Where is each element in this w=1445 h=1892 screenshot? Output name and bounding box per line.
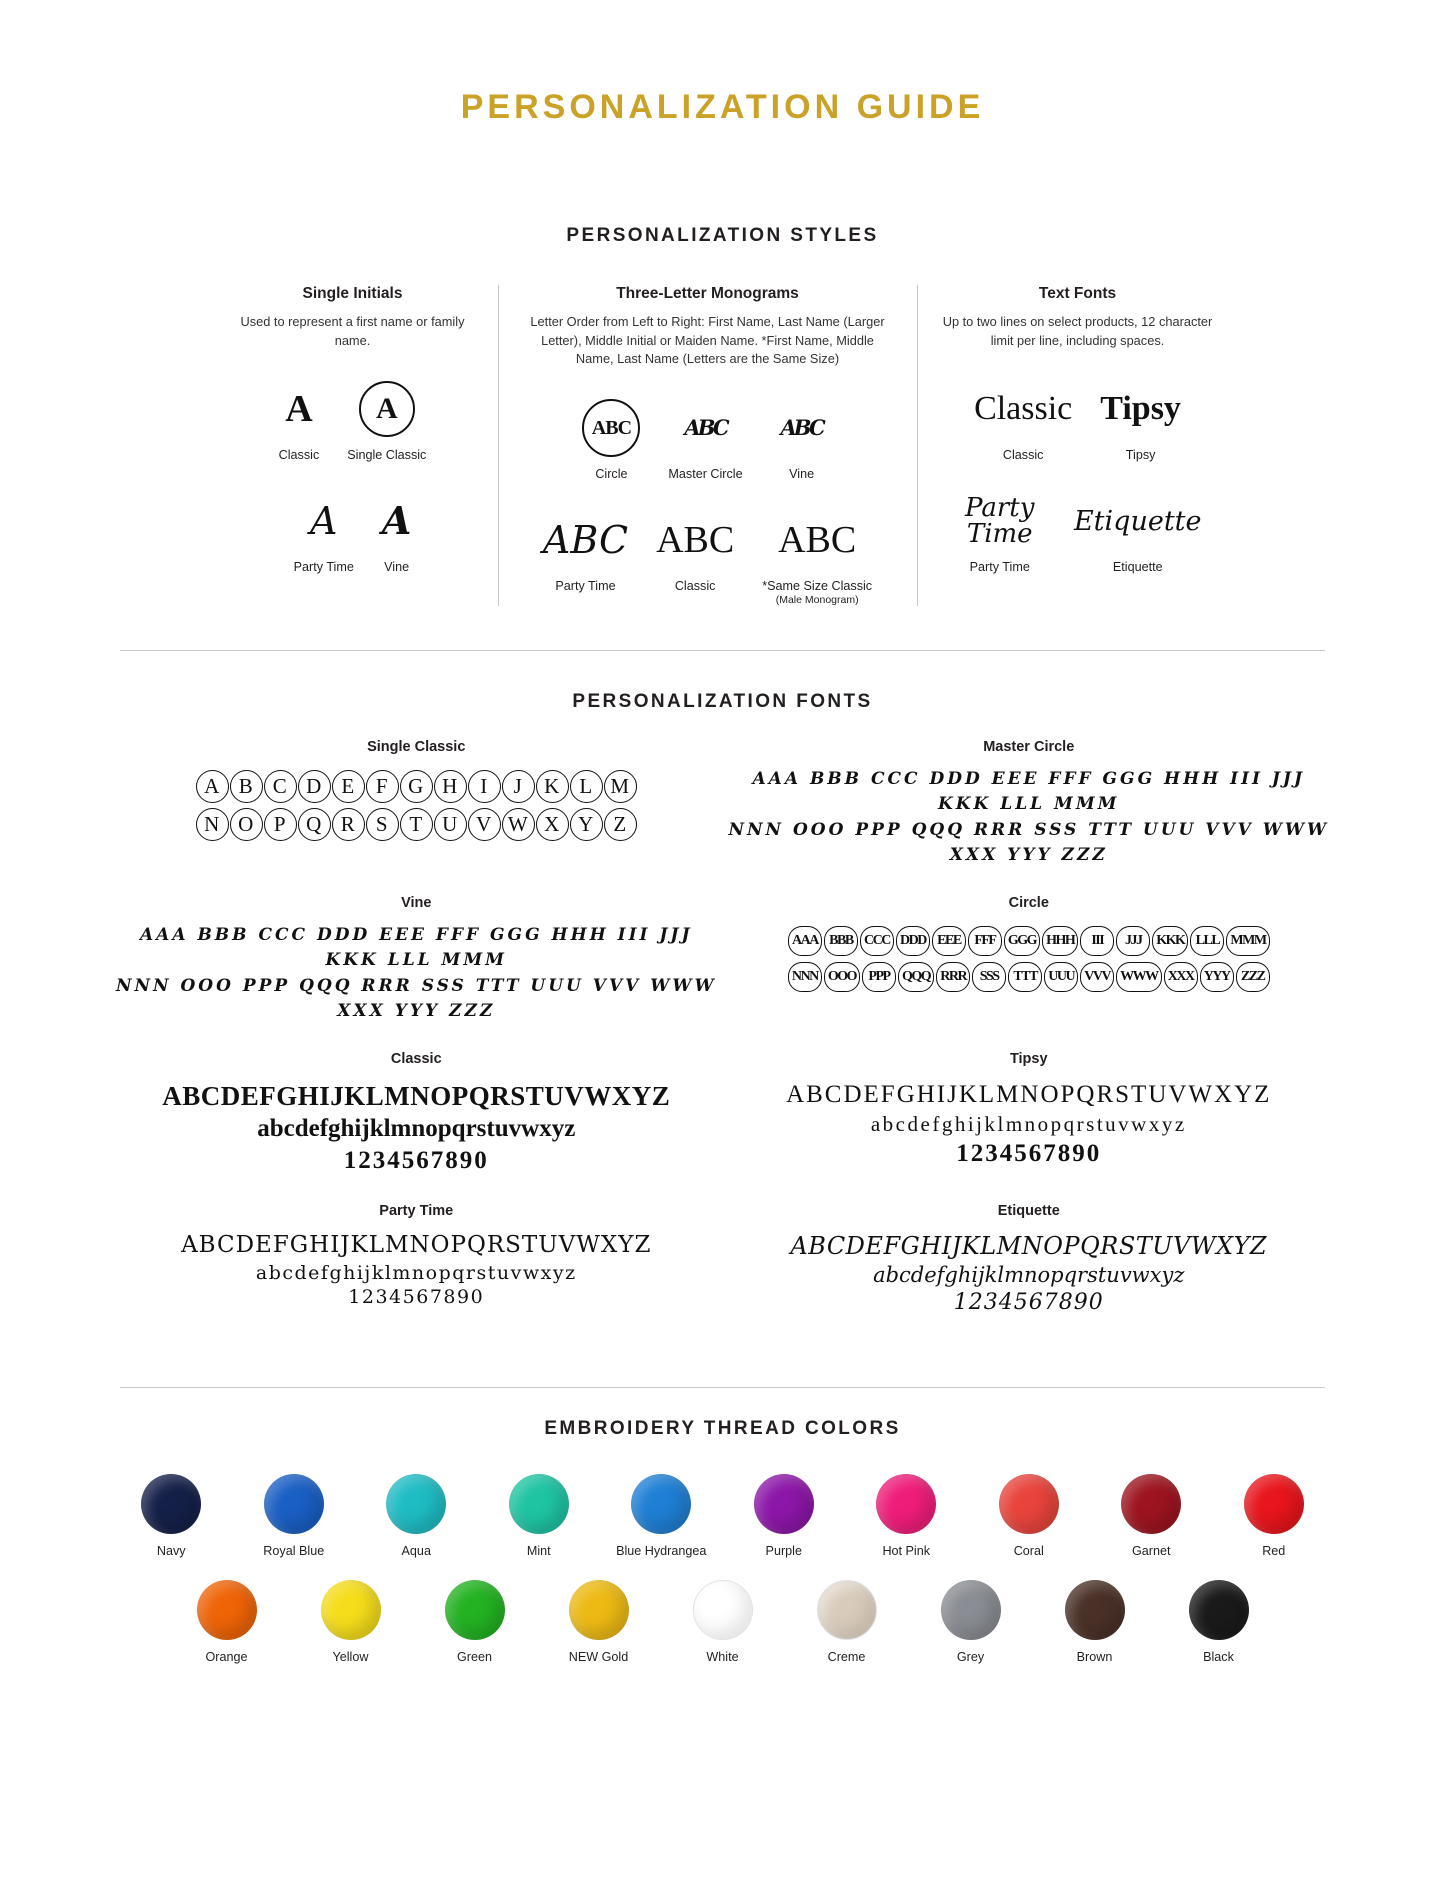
sample-glyph: ABC: [778, 518, 857, 561]
sample-caption: *Same Size Classic: [762, 578, 873, 593]
swatch-circle: [754, 1474, 814, 1534]
font-block-tipsy: [723, 1051, 1336, 1178]
swatch-circle: [321, 1580, 381, 1640]
font-specimen-line: A B C D E F G H I J K L M: [110, 767, 723, 805]
style-sample-party-time-mono: [529, 507, 642, 606]
swatch-circle: [941, 1580, 1001, 1640]
swatch-label: Aqua: [401, 1543, 431, 1558]
swatch-circle: [999, 1474, 1059, 1534]
font-block-classic: [110, 1051, 723, 1178]
swatch-label: Purple: [765, 1543, 802, 1558]
style-sample-circle: [568, 395, 654, 481]
swatch-label: Yellow: [332, 1649, 369, 1664]
swatch-black[interactable]: [1157, 1580, 1281, 1664]
column-title: Single Initials: [302, 285, 403, 302]
sample-caption: Classic: [278, 448, 320, 463]
style-sample-text-party-time: [940, 488, 1060, 574]
column-description: Up to two lines on select products, 12 character limit per line, including spaces.: [942, 314, 1213, 348]
font-specimen-line: N O P Q R S T U V W X Y Z: [110, 805, 723, 843]
font-specimen-line: abcdefghijklmnopqrstuvwxyz: [873, 1262, 1185, 1287]
sample-caption: Single Classic: [347, 448, 427, 463]
font-specimen-line: NNN OOO PPP QQQ RRR SSS TTT UUU VVV WWW XXX YYY ZZZ: [728, 819, 1330, 866]
sample-glyph: Classic: [974, 390, 1073, 428]
font-name: Etiquette: [997, 1203, 1060, 1220]
divider-styles-fonts: [120, 650, 1325, 651]
font-name: Single Classic: [367, 738, 466, 755]
swatch-blue-hydrangea[interactable]: [600, 1474, 723, 1558]
fonts-section-heading: PERSONALIZATION FONTS: [572, 690, 873, 712]
font-specimen-line: abcdefghijklmnopqrstuvwxyz: [870, 1111, 1187, 1136]
styles-column-three-letter-monograms: [498, 285, 918, 606]
swatch-mint[interactable]: [478, 1474, 601, 1558]
font-specimen-line: 1234567890: [953, 1289, 1104, 1315]
sample-caption: Vine: [384, 560, 410, 575]
font-specimen-line: 1234567890: [343, 1147, 489, 1175]
style-sample-classic-mono: [642, 507, 748, 606]
swatch-circle: [509, 1474, 569, 1534]
swatch-circle: [1065, 1580, 1125, 1640]
samples-row: [521, 395, 895, 481]
font-name: Circle: [1008, 894, 1049, 911]
font-name: Party Time: [379, 1203, 454, 1220]
sample-caption: Classic: [674, 578, 716, 593]
sample-caption: Classic: [1002, 448, 1044, 463]
swatch-circle: [141, 1474, 201, 1534]
swatch-label: Orange: [205, 1649, 248, 1664]
sample-glyph-wrap: [347, 376, 426, 442]
swatch-yellow[interactable]: [289, 1580, 413, 1664]
font-block-party-time: [110, 1203, 723, 1317]
font-specimen-line: 1234567890: [956, 1139, 1102, 1167]
sample-caption: Etiquette: [1112, 560, 1163, 575]
swatch-aqua[interactable]: [355, 1474, 478, 1558]
sample-caption: Tipsy: [1125, 448, 1156, 463]
swatch-label: Royal Blue: [263, 1543, 325, 1558]
font-specimen-line: AAA BBB CCC DDD EEE FFF GGG HHH III JJJ KKK LLL MMM: [752, 768, 1306, 815]
samples-row: [230, 376, 476, 462]
sample-glyph: ABC: [656, 518, 735, 561]
color-row-2: [110, 1580, 1335, 1664]
style-sample-same-size-classic: [748, 507, 886, 606]
swatch-label: Coral: [1013, 1543, 1044, 1558]
font-block-etiquette: [723, 1203, 1336, 1317]
samples-row: [940, 488, 1216, 574]
swatch-grey[interactable]: [909, 1580, 1033, 1664]
sample-caption: Party Time: [555, 578, 616, 593]
page-title: PERSONALIZATION GUIDE: [460, 88, 985, 126]
swatch-royal-blue[interactable]: [233, 1474, 356, 1558]
swatch-coral[interactable]: [968, 1474, 1091, 1558]
font-specimen-line: AAA BBB CCC DDD EEE FFF GGG HHH III JJJ KKK LLL MMM: [723, 923, 1336, 959]
font-specimen-line: NNN OOO PPP QQQ RRR SSS TTT UUU VVV WWW XXX YYY ZZZ: [115, 975, 717, 1022]
sample-caption: Vine: [789, 466, 815, 481]
samples-row: [230, 488, 476, 574]
samples-row: [521, 507, 895, 606]
sample-glyph: A: [359, 381, 415, 437]
embroidery-thread-colors-section: [0, 1418, 1445, 1664]
font-block-single-classic: [110, 739, 723, 869]
fonts-grid: [0, 739, 1445, 1343]
font-name: Vine: [401, 894, 432, 911]
style-sample-vine: [368, 488, 425, 574]
personalization-styles-section: [0, 225, 1445, 606]
swatch-label: Black: [1203, 1649, 1234, 1664]
font-block-master-circle: [723, 739, 1336, 869]
sample-glyph: ABC: [542, 517, 629, 562]
sample-glyph: A: [285, 388, 313, 431]
swatch-label: Red: [1262, 1543, 1286, 1558]
sample-glyph: Tipsy: [1100, 390, 1181, 428]
sample-glyph: ABC: [582, 399, 640, 457]
sample-caption-sub: (Male Monogram): [775, 593, 859, 606]
style-sample-text-classic: [960, 376, 1086, 462]
swatch-circle: [817, 1580, 877, 1640]
swatch-label: NEW Gold: [568, 1649, 629, 1664]
swatch-circle: [386, 1474, 446, 1534]
swatch-circle: [693, 1580, 753, 1640]
styles-column-single-initials: [208, 285, 498, 606]
style-sample-master-circle: [654, 395, 756, 481]
sample-caption: Party Time: [293, 560, 354, 575]
swatch-hot-pink[interactable]: [845, 1474, 968, 1558]
font-specimen-line: ABCDEFGHIJKLMNOPQRSTUVWXYZ: [790, 1232, 1268, 1261]
style-sample-classic: [265, 376, 334, 462]
swatch-label: Creme: [827, 1649, 866, 1664]
font-block-vine: [110, 895, 723, 1025]
swatch-label: Mint: [526, 1543, 551, 1558]
style-sample-text-etiquette: [1060, 488, 1216, 574]
font-specimen-line: ABCDEFGHIJKLMNOPQRSTUVWXYZ: [181, 1232, 652, 1259]
swatch-purple[interactable]: [723, 1474, 846, 1558]
styles-section-heading: PERSONALIZATION STYLES: [566, 225, 879, 246]
column-title: Three-Letter Monograms: [616, 285, 799, 302]
swatch-circle: [631, 1474, 691, 1534]
swatch-circle: [1244, 1474, 1304, 1534]
font-specimen-line: NNN OOO PPP QQQ RRR SSS TTT UUU VVV WWW XXX YYY ZZZ: [723, 959, 1336, 995]
swatch-circle: [1121, 1474, 1181, 1534]
font-block-circle: [723, 895, 1336, 1025]
swatch-circle: [1189, 1580, 1249, 1640]
swatch-garnet[interactable]: [1090, 1474, 1213, 1558]
sample-caption: Master Circle: [668, 466, 743, 481]
swatch-circle: [197, 1580, 257, 1640]
samples-row: [940, 376, 1216, 462]
sample-glyph-wrap: [582, 395, 640, 461]
column-title: Text Fonts: [1038, 285, 1117, 302]
bottom-spacer: [0, 1686, 1445, 1746]
swatch-label: Brown: [1076, 1649, 1113, 1664]
swatch-green[interactable]: [413, 1580, 537, 1664]
personalization-fonts-section: [0, 691, 1445, 1343]
style-sample-party-time: [280, 488, 368, 574]
font-specimen-line: AAA BBB CCC DDD EEE FFF GGG HHH III JJJ KKK LLL MMM: [139, 924, 693, 971]
font-specimen-line: abcdefghijklmnopqrstuvwxyz: [255, 1261, 577, 1284]
column-description: Used to represent a first name or family name.: [240, 314, 465, 348]
swatch-navy[interactable]: [110, 1474, 233, 1558]
sample-glyph-wrap: [668, 395, 742, 461]
sample-glyph: A: [381, 498, 412, 544]
color-row-1: [110, 1474, 1335, 1558]
swatch-circle: [264, 1474, 324, 1534]
sample-caption: Party Time: [969, 560, 1030, 575]
swatch-circle: [876, 1474, 936, 1534]
swatch-circle: [445, 1580, 505, 1640]
styles-columns: [0, 285, 1445, 606]
swatch-label: Grey: [956, 1649, 985, 1664]
sample-glyph: ABC: [780, 415, 823, 441]
swatch-red[interactable]: [1213, 1474, 1336, 1558]
font-name: Classic: [390, 1050, 442, 1067]
style-sample-single-classic: [333, 376, 440, 462]
sample-glyph: ABC: [684, 415, 727, 441]
swatch-creme[interactable]: [785, 1580, 909, 1664]
sample-glyph-wrap: [771, 395, 833, 461]
swatch-label: Blue Hydrangea: [616, 1543, 707, 1558]
font-name: Master Circle: [983, 738, 1075, 755]
column-description: Letter Order from Left to Right: First Name, Last Name (Larger Letter), Middle Initial or Maiden Name. *First Name, Middle Name, Last Name (Letters are the Same Size): [530, 314, 885, 367]
swatch-circle: [569, 1580, 629, 1640]
font-specimen-line: abcdefghijklmnopqrstuvwxyz: [257, 1115, 576, 1143]
swatch-label: Navy: [156, 1543, 186, 1558]
swatch-label: Green: [456, 1649, 492, 1664]
style-sample-text-tipsy: [1086, 376, 1195, 462]
font-name: Tipsy: [1009, 1050, 1048, 1067]
font-specimen-line: 1234567890: [348, 1285, 485, 1308]
swatch-white[interactable]: [661, 1580, 785, 1664]
swatch-orange[interactable]: [165, 1580, 289, 1664]
swatch-brown[interactable]: [1033, 1580, 1157, 1664]
sample-caption: Circle: [595, 466, 628, 481]
swatch-label: Hot Pink: [882, 1543, 931, 1558]
sample-glyph: Etiquette: [1073, 505, 1202, 537]
color-swatch-rows: [0, 1474, 1445, 1664]
sample-glyph: A: [310, 499, 338, 544]
font-specimen-line: ABCDEFGHIJKLMNOPQRSTUVWXYZ: [786, 1080, 1272, 1108]
sample-glyph: Party Time: [965, 493, 1035, 550]
divider-fonts-colors: [120, 1387, 1325, 1388]
style-sample-vine-mono: [757, 395, 847, 481]
colors-section-heading: EMBROIDERY THREAD COLORS: [544, 1417, 901, 1439]
styles-column-text-fonts: [918, 285, 1238, 606]
swatch-label: Garnet: [1131, 1543, 1171, 1558]
font-specimen-line: ABCDEFGHIJKLMNOPQRSTUVWXYZ: [162, 1080, 671, 1111]
swatch-label: White: [706, 1649, 739, 1664]
swatch-new-gold[interactable]: [537, 1580, 661, 1664]
